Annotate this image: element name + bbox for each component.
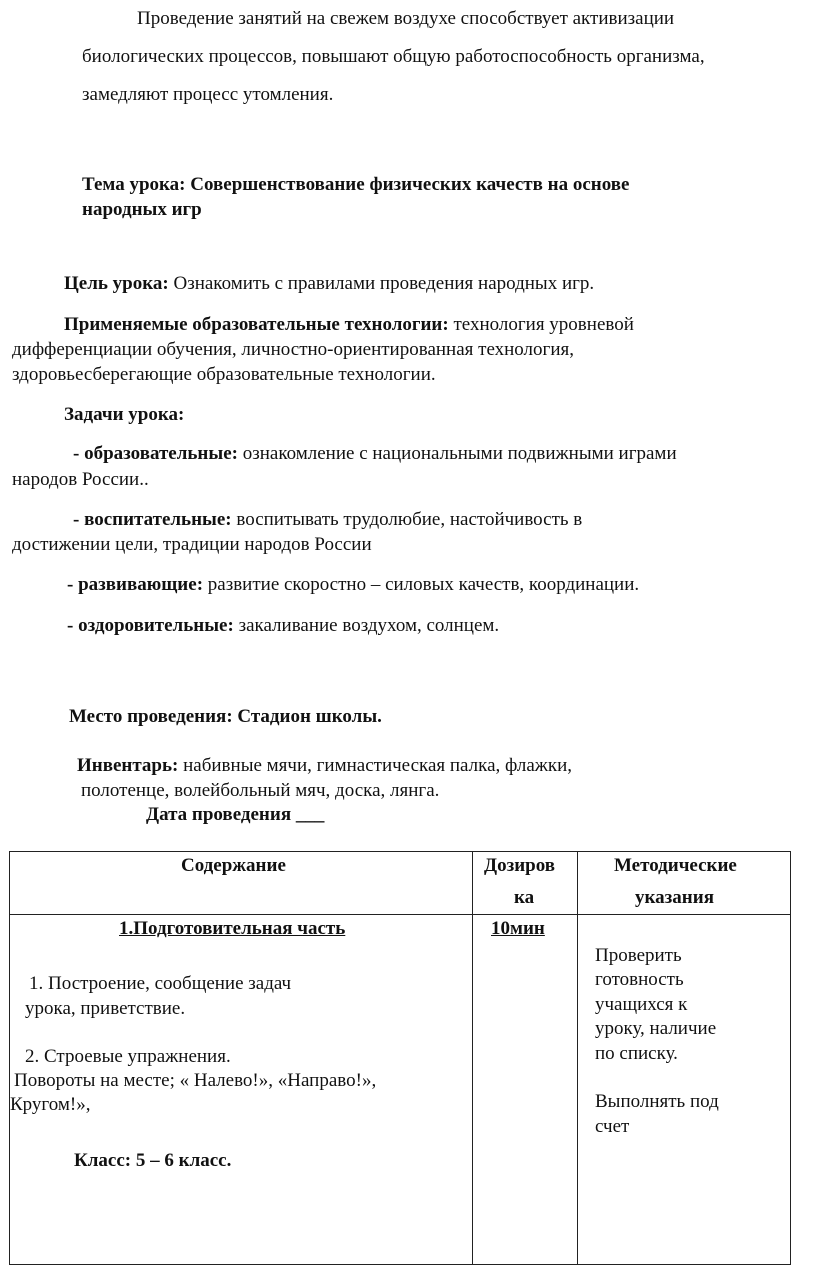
methods-cell [578, 915, 791, 1265]
lesson-topic-line-2: народных игр [82, 199, 202, 220]
class-label: Класс: 5 – 6 класс. [74, 1150, 232, 1171]
table-header-row [10, 852, 791, 915]
header-methods-line-1: Методические [614, 855, 737, 876]
dosage-cell [473, 915, 578, 1265]
content-line-2: урока, приветствие. [25, 998, 186, 1019]
task-educational-line-2: народов России.. [12, 469, 149, 490]
lesson-topic-line-1: Тема урока: Совершенствование физических качеств на основе [82, 174, 630, 195]
intro-line-1: Проведение занятий на свежем воздухе способствует активизации [137, 8, 675, 29]
content-line-3: 2. Строевые упражнения. [25, 1046, 231, 1067]
content-line-4: Повороты на месте; « Налево!», «Направо!», [14, 1070, 377, 1091]
section-dosage: 10мин [491, 918, 545, 939]
lesson-goal [64, 273, 594, 295]
task-developing-label: - развивающие: [67, 574, 204, 595]
task-educational-text: ознакомление с национальными подвижными играми [237, 443, 677, 464]
method-line-1: Проверить [595, 945, 682, 966]
task-upbringing-line-2: достижении цели, традиции народов России [12, 534, 372, 555]
method-line-5: по списку. [595, 1043, 678, 1064]
content-line-5: Кругом!», [10, 1094, 91, 1115]
section-title: 1.Подготовительная часть [119, 918, 346, 939]
lesson-goal-label: Цель урока: [64, 273, 169, 294]
technologies-line-2: дифференциации обучения, личностно-ориентированная технология, [12, 339, 574, 360]
header-methods-line-2: указания [635, 887, 714, 908]
content-line-1: 1. Построение, сообщение задач [29, 973, 292, 994]
table-row [10, 915, 791, 1265]
task-educational-label: - образовательные: [73, 443, 238, 464]
technologies-label: Применяемые образовательные технологии: [64, 314, 449, 335]
inventory-text: набивные мячи, гимнастическая палка, флажки, [178, 755, 573, 776]
task-educational [73, 443, 677, 465]
method-line-3: учащихся к [595, 994, 688, 1015]
task-health [67, 615, 499, 637]
method-line-2: готовность [595, 969, 684, 990]
header-methods-cell [578, 852, 791, 915]
task-health-label: - оздоровительные: [67, 615, 234, 636]
lesson-plan-table [9, 851, 791, 1265]
task-developing [67, 574, 639, 596]
date-label: Дата проведения ___ [146, 804, 325, 825]
technologies-text: технология уровневой [448, 314, 634, 335]
header-content-cell [10, 852, 473, 915]
task-upbringing-label: - воспитательные: [73, 509, 232, 530]
technologies-line-3: здоровьесберегающие образовательные технологии. [12, 364, 436, 385]
technologies-line-1 [64, 314, 634, 336]
inventory-line-1 [77, 755, 572, 777]
header-content: Содержание [181, 855, 286, 876]
header-dosage-line-2: ка [514, 887, 535, 908]
lesson-goal-text: Ознакомить с правилами проведения народных игр. [168, 273, 595, 294]
method-line-4: уроку, наличие [595, 1018, 717, 1039]
inventory-label: Инвентарь: [77, 755, 179, 776]
intro-line-3: замедляют процесс утомления. [82, 84, 334, 105]
header-dosage-line-1: Дозиров [484, 855, 556, 876]
inventory-line-2: полотенце, волейбольный мяч, доска, лянга. [81, 780, 440, 801]
task-developing-text: развитие скоростно – силовых качеств, координации. [203, 574, 640, 595]
tasks-heading: Задачи урока: [64, 404, 185, 425]
task-upbringing [73, 509, 582, 531]
venue: Место проведения: Стадион школы. [69, 706, 382, 727]
content-cell [10, 915, 473, 1265]
method-line-6: Выполнять под [595, 1091, 719, 1112]
header-dosage-cell [473, 852, 578, 915]
task-health-text: закаливание воздухом, солнцем. [233, 615, 500, 636]
task-upbringing-text: воспитывать трудолюбие, настойчивость в [231, 509, 583, 530]
method-line-7: счет [595, 1116, 630, 1137]
intro-line-2: биологических процессов, повышают общую работоспособность организма, [82, 46, 705, 67]
